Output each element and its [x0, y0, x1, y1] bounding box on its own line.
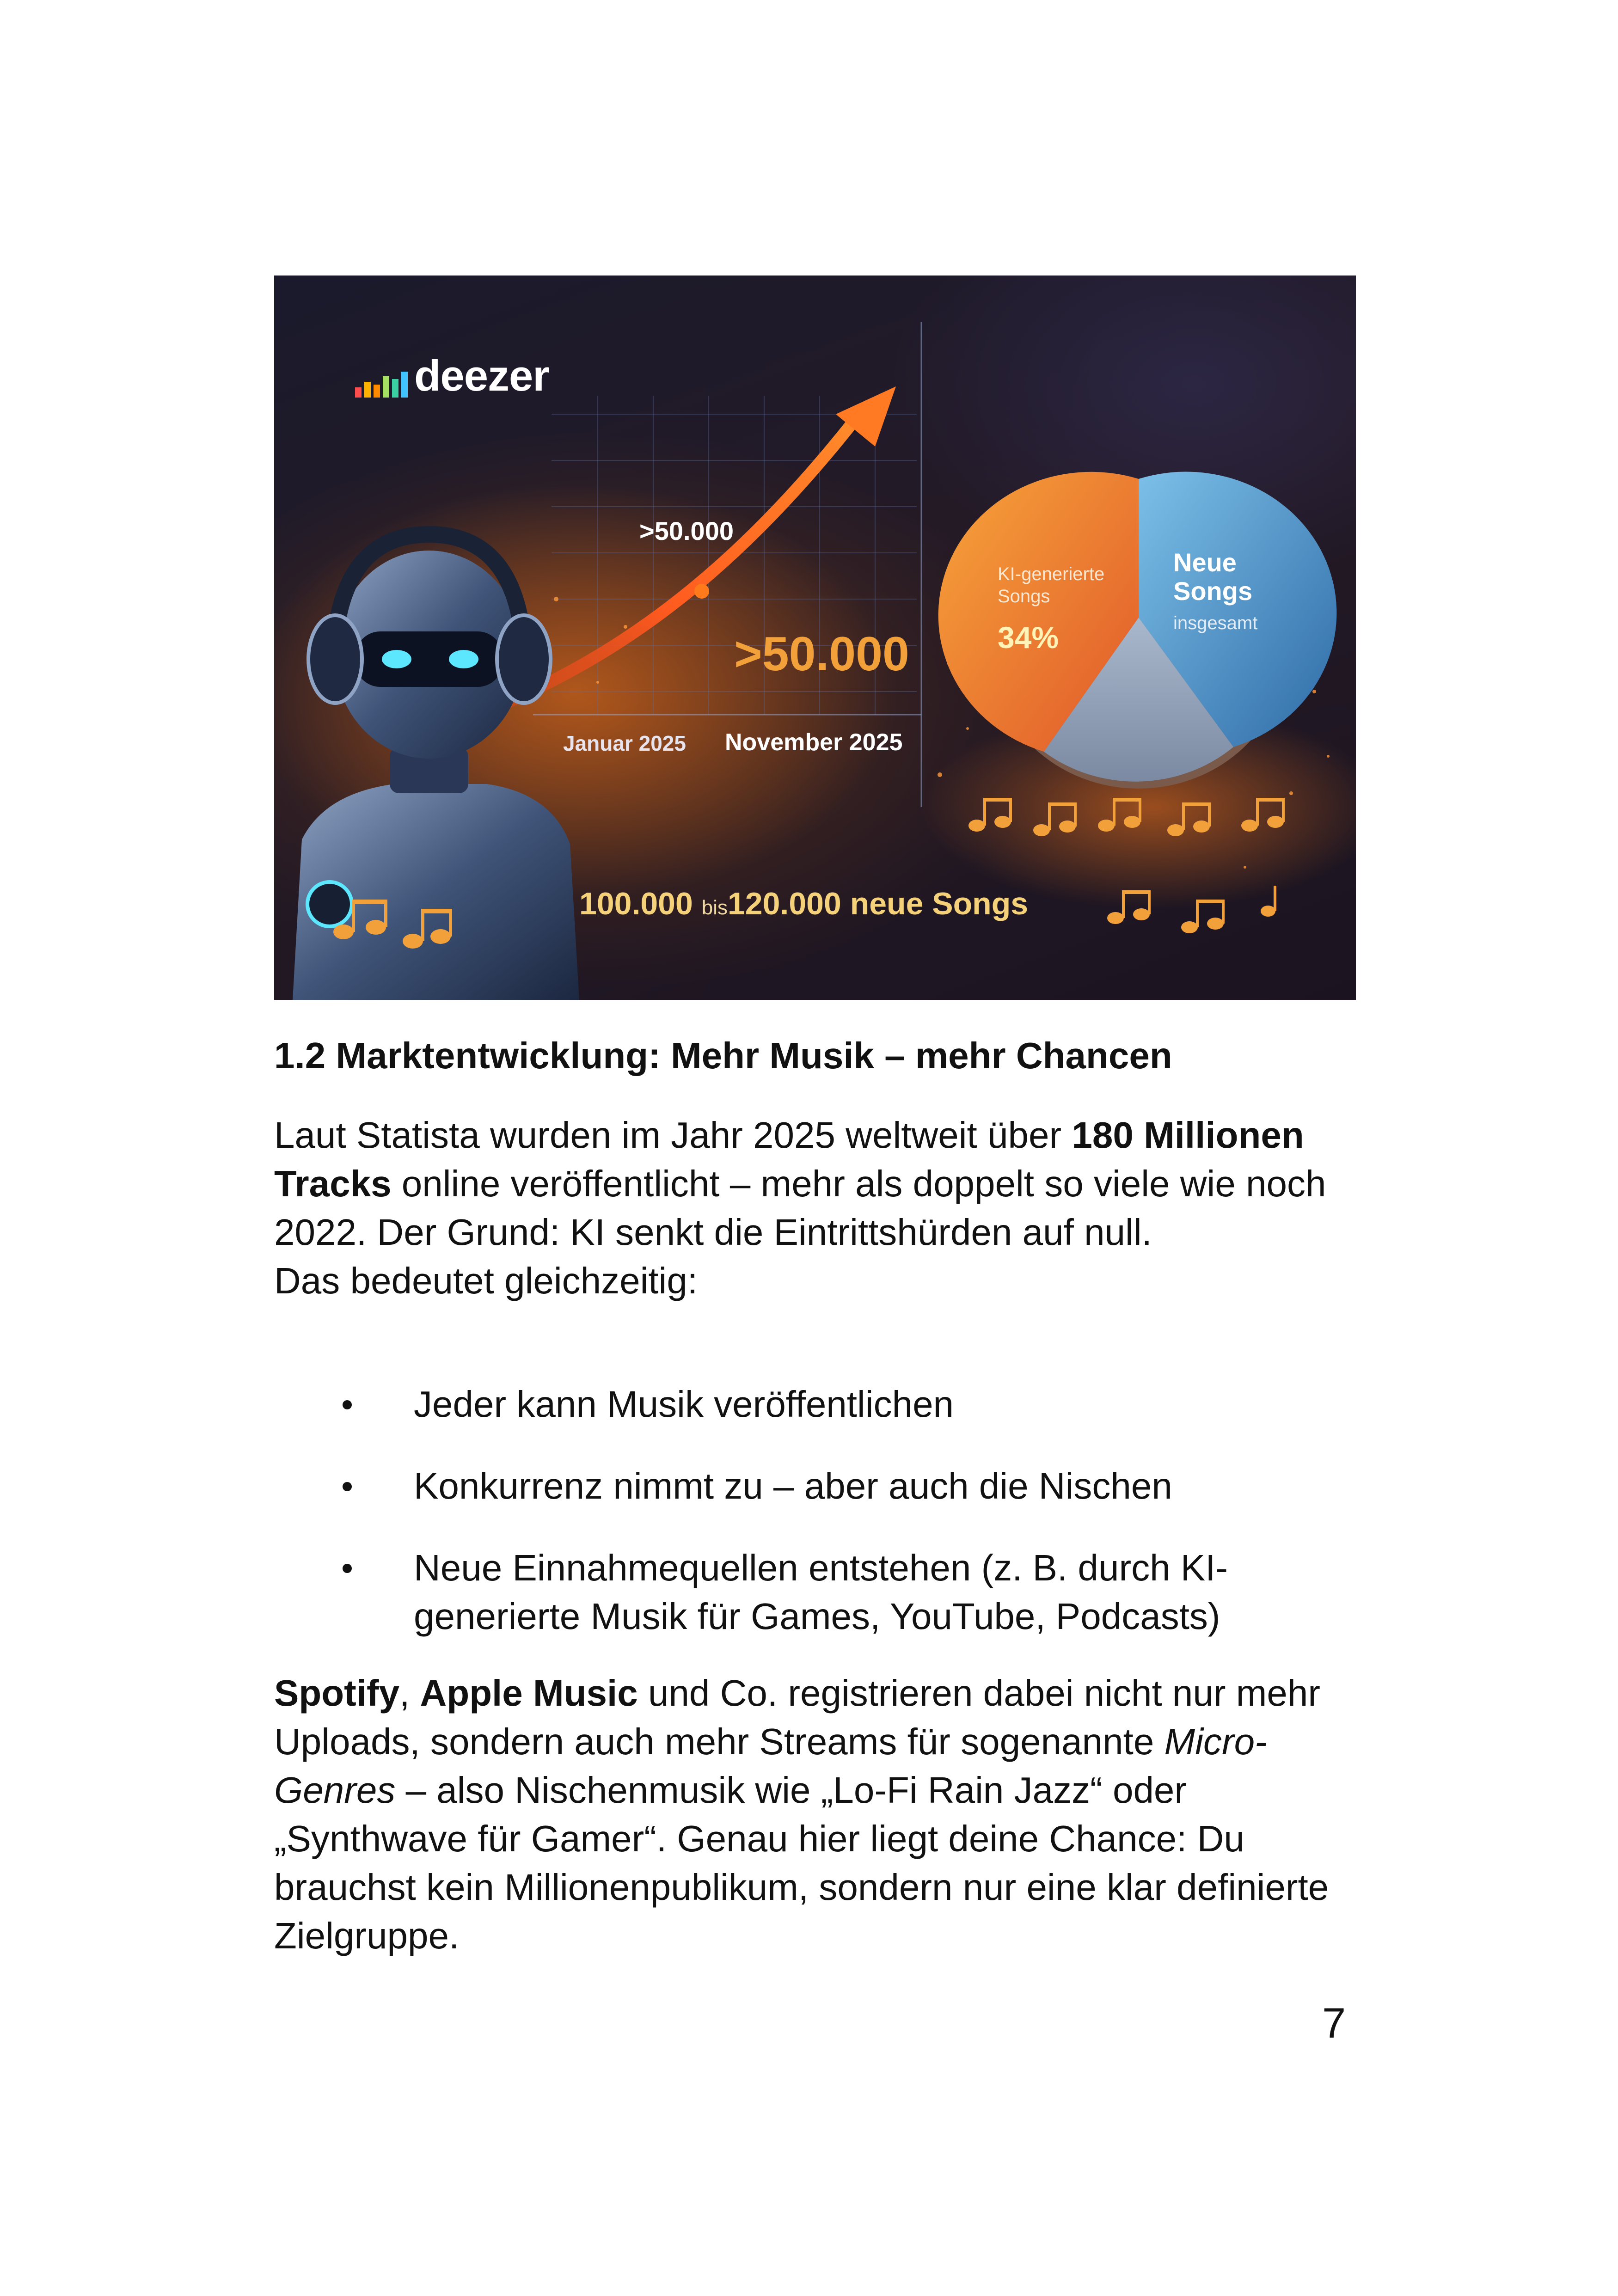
axis-end-label: November 2025: [725, 729, 903, 756]
list-item-text: Neue Einnahmequellen entstehen (z. B. durch KI-generierte Musik für Games, YouTube, Podcasts): [414, 1547, 1228, 1637]
curve-value-label: >50.000: [639, 516, 734, 545]
paragraph-intro: [274, 1111, 1384, 1305]
list-item-text: Konkurrenz nimmt zu – aber auch die Nischen: [414, 1465, 1172, 1506]
platforms-text-2: und Co. registrieren dabei nicht nur mehr Uploads, sondern auch mehr Streams für sogenannte: [274, 1672, 1321, 1762]
bottom-from-value: 100.000: [579, 886, 693, 921]
platforms-text-3: – also Nischenmusik wie „Lo-Fi Rain Jazz“ oder „Synthwave für Gamer“. Genau hier liegt deine Chance: Du brauchst kein Millionenpublikum, sondern nur eine klar definierte Zielgruppe.: [274, 1769, 1329, 1956]
platforms-text-1: ,: [399, 1672, 420, 1714]
intro-bold-tracks: 180 Millionen Tracks: [274, 1114, 1304, 1204]
bullet-icon: [343, 1400, 352, 1409]
axis-start-label: Januar 2025: [563, 731, 686, 755]
deezer-logo: [355, 351, 549, 400]
pie-neue-label-line1: Neue: [1173, 548, 1237, 577]
pie-neue-label: [1173, 548, 1252, 605]
bottom-banner-text: [579, 886, 1028, 922]
pie-ki-label-line1: KI-generierte: [998, 564, 1105, 584]
trend-point: [694, 584, 709, 599]
deezer-logo-text: deezer: [414, 351, 549, 400]
page-number: 7: [1322, 2000, 1346, 2047]
intro-text-2: online veröffentlicht – mehr als doppelt so viele wie noch 2022. Der Grund: KI senkt die Eintrittshürden auf null.: [274, 1163, 1326, 1253]
bottom-to-value: 120.000: [727, 886, 841, 921]
list-item: [274, 1462, 1384, 1510]
pie-neue-sublabel: insgesamt: [1173, 613, 1258, 633]
pie-ki-label-line2: Songs: [998, 586, 1050, 606]
infographic-image: [274, 276, 1356, 1000]
highlight-value-label: >50.000: [734, 627, 909, 681]
bold-apple-music: Apple Music: [420, 1672, 638, 1714]
list-item: [274, 1543, 1384, 1641]
deezer-logo-icon: [355, 370, 408, 398]
bullet-icon: [343, 1482, 352, 1491]
bottom-bis-word: bis: [701, 896, 728, 919]
pie-ki-label: [998, 563, 1104, 607]
section-heading: 1.2 Marktentwicklung: Mehr Musik – mehr Chancen: [274, 1035, 1172, 1076]
intro-text-1: Laut Statista wurden im Jahr 2025 weltweit über: [274, 1114, 1072, 1156]
intro-text-3: Das bedeutet gleichzeitig:: [274, 1260, 698, 1301]
italic-micro-genres: Micro-Genres: [274, 1721, 1267, 1811]
pie-ki-percent: 34%: [998, 620, 1059, 655]
bold-spotify: Spotify: [274, 1672, 400, 1714]
list-item: [274, 1380, 1384, 1428]
bottom-suffix: neue Songs: [850, 886, 1029, 921]
list-item-text: Jeder kann Musik veröffentlichen: [414, 1384, 954, 1425]
bullet-list: [274, 1380, 1384, 1641]
paragraph-platforms: [274, 1669, 1384, 1960]
bullet-icon: [343, 1564, 352, 1573]
pie-neue-label-line2: Songs: [1173, 576, 1253, 606]
